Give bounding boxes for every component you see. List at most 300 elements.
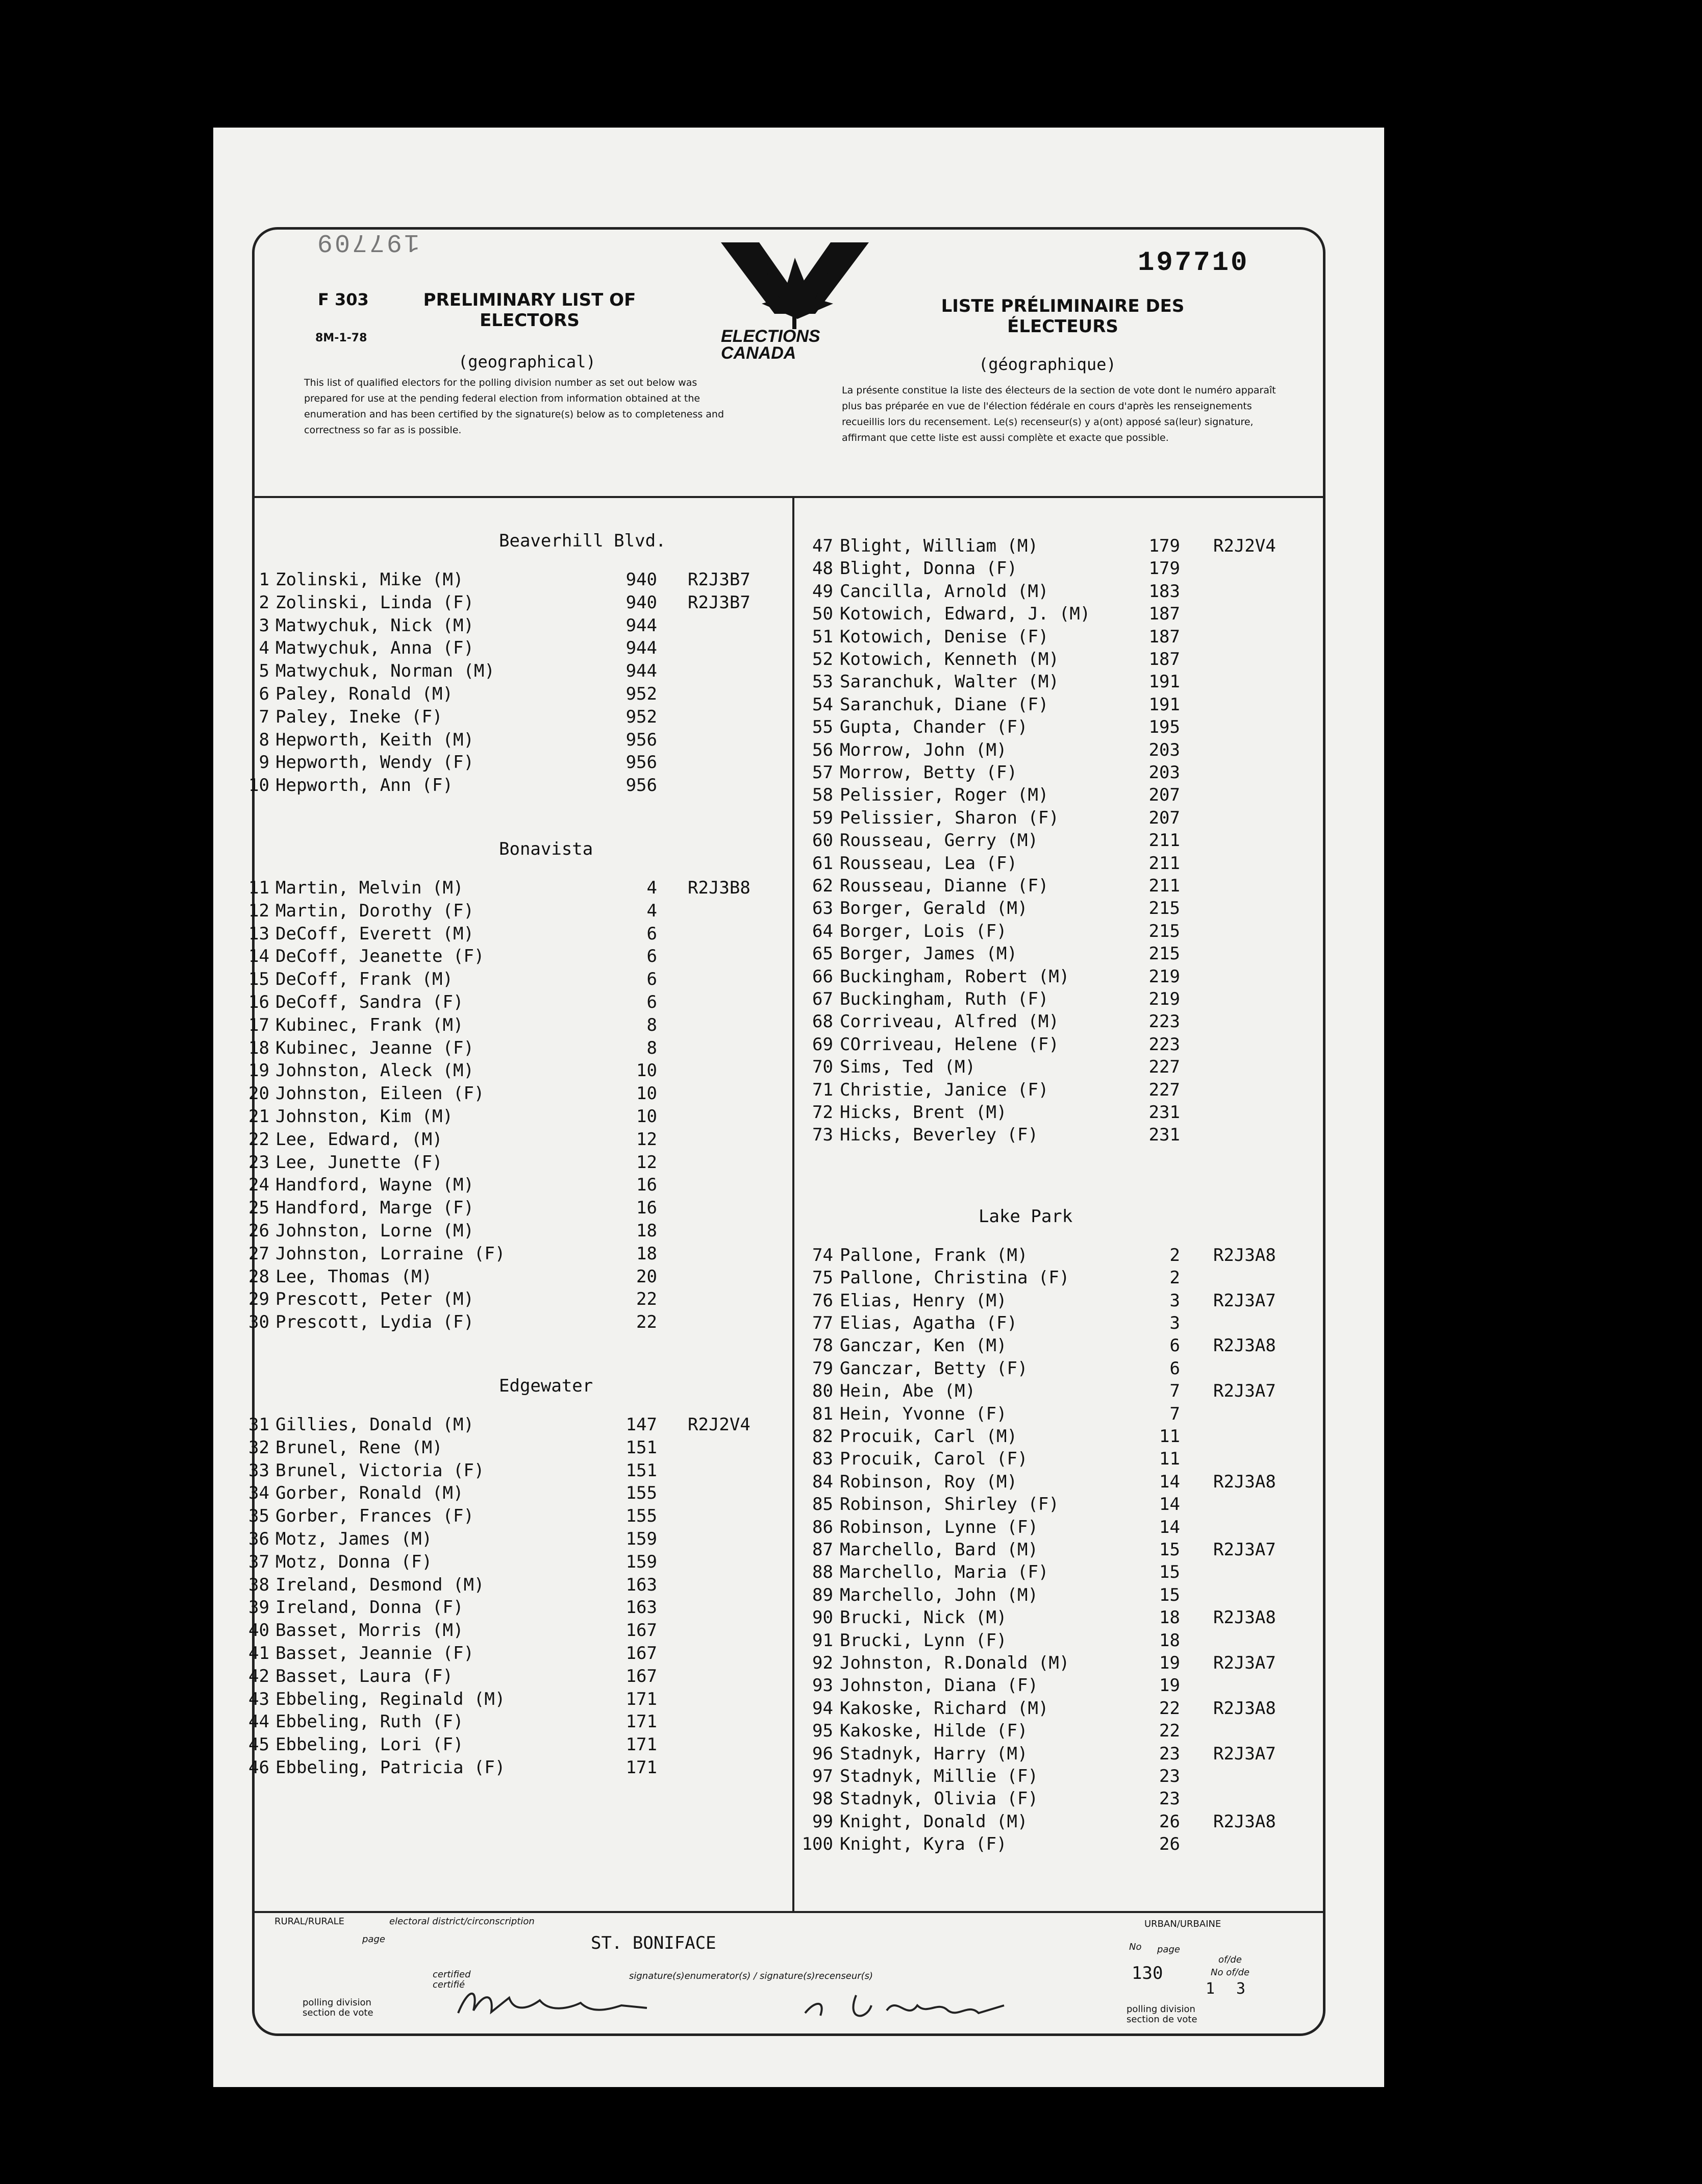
house-number: 14 [1159,1517,1180,1537]
page-total: 3 [1236,1980,1246,1998]
elector-name: Corriveau, Alfred (M) [840,1011,1059,1032]
house-number: 223 [1148,1011,1180,1032]
elector-number: 35 [248,1506,269,1527]
elector-number: 26 [248,1221,269,1241]
elector-number: 24 [248,1175,269,1196]
elector-number: 58 [812,785,833,806]
elector-name: Lee, Junette (F) [276,1152,443,1173]
elector-number: 90 [812,1607,833,1628]
elector-number: 28 [248,1266,269,1287]
elector-name: Pelissier, Sharon (F) [840,807,1059,828]
header-text-french: La présente constitue la liste des électeurs de la section de vote dont le numéro apparaît plus bas préparée en vue de l'élection fédérale en cours d'après les renseignements recueillis lors du recensement. Le(s) recenseur(s) y a(ont) apposé sa(leur) signature, affirmant que cette liste est aussi complète et exacte que possible. [842,385,1276,443]
elector-number: 86 [812,1517,833,1537]
elector-number: 92 [812,1653,833,1673]
polling-division-number: 130 [1132,1963,1163,1983]
header-divider [254,496,1325,498]
elector-number: 19 [248,1060,269,1081]
elector-name: Marchello, Maria (F) [840,1562,1049,1583]
house-number: 16 [636,1175,657,1196]
elector-number: 8 [259,729,269,750]
house-number: 18 [636,1221,657,1241]
elector-name: Johnston, Lorne (M) [276,1221,474,1241]
postal-code: R2J2V4 [1213,536,1276,556]
house-number: 18 [1159,1607,1180,1628]
house-number: 3 [1169,1290,1180,1311]
house-number: 23 [1159,1789,1180,1809]
elector-number: 71 [812,1079,833,1100]
elector-name: Marchello, Bard (M) [840,1540,1038,1560]
street-heading: Lake Park [979,1206,1073,1227]
elector-number: 100 [802,1834,833,1855]
elector-number: 30 [248,1312,269,1333]
elector-name: Handford, Marge (F) [276,1198,474,1219]
house-number: 944 [625,615,657,636]
house-number: 167 [625,1643,657,1664]
elector-name: Saranchuk, Diane (F) [840,694,1049,715]
number-of-label: No of/de [1211,1967,1250,1978]
elector-name: Hein, Yvonne (F) [840,1403,1007,1424]
house-number: 183 [1148,581,1180,602]
elector-number: 34 [248,1483,269,1504]
house-number: 944 [625,661,657,682]
house-number: 11 [1159,1426,1180,1447]
house-number: 8 [646,1037,657,1058]
street-heading: Beaverhill Blvd. [499,531,666,551]
street-heading: Edgewater [499,1376,593,1396]
postal-code: R2J3A7 [1213,1653,1276,1673]
elector-name: Stadnyk, Harry (M) [840,1743,1028,1764]
house-number: 179 [1148,536,1180,556]
house-number: 207 [1148,785,1180,806]
elector-name: Gillies, Donald (M) [276,1414,474,1435]
house-number: 203 [1148,762,1180,783]
postal-code: R2J3B7 [688,569,750,590]
house-number: 956 [625,775,657,796]
elector-number: 47 [812,536,833,556]
elector-name: Johnston, Kim (M) [276,1106,453,1127]
house-number: 20 [636,1266,657,1287]
house-number: 22 [636,1289,657,1310]
house-number: 187 [1148,604,1180,625]
postal-code: R2J3A8 [1213,1607,1276,1628]
house-number: 167 [625,1620,657,1641]
elector-name: Gorber, Frances (F) [276,1506,474,1527]
elector-number: 37 [248,1551,269,1572]
house-number: 12 [636,1129,657,1150]
elector-number: 80 [812,1381,833,1402]
urban-label: URBAN/URBAINE [1144,1919,1221,1929]
elector-name: Lee, Edward, (M) [276,1129,443,1150]
house-number: 26 [1159,1834,1180,1855]
house-number: 10 [636,1060,657,1081]
house-number: 155 [625,1483,657,1504]
elector-number: 39 [248,1597,269,1618]
elector-number: 51 [812,626,833,647]
elector-number: 45 [248,1734,269,1755]
elector-number: 53 [812,672,833,692]
elector-number: 2 [259,592,269,613]
serial-number: 197710 [1138,247,1249,279]
elector-name: Matwychuk, Anna (F) [276,638,474,659]
elector-name: Johnston, Aleck (M) [276,1060,474,1081]
elector-name: Pelissier, Roger (M) [840,785,1049,806]
elector-name: Robinson, Roy (M) [840,1471,1017,1492]
page-label-right: page [1157,1944,1180,1955]
elector-number: 65 [812,944,833,964]
elector-name: DeCoff, Sandra (F) [276,992,464,1012]
elector-name: Kakoske, Richard (M) [840,1698,1049,1719]
elector-number: 66 [812,966,833,987]
house-number: 4 [646,900,657,921]
elector-name: Procuik, Carol (F) [840,1449,1028,1470]
elector-name: DeCoff, Frank (M) [276,969,453,990]
elector-number: 61 [812,853,833,874]
house-number: 22 [636,1312,657,1333]
elector-name: Hicks, Beverley (F) [840,1125,1038,1146]
form-code: F 303 [318,290,369,309]
elector-name: Paley, Ronald (M) [276,684,453,704]
elector-number: 59 [812,807,833,828]
house-number: 18 [1159,1630,1180,1651]
house-number: 10 [636,1083,657,1104]
house-number: 227 [1148,1057,1180,1078]
house-number: 2 [1169,1245,1180,1265]
elector-name: Kubinec, Jeanne (F) [276,1037,474,1058]
elector-number: 13 [248,923,269,944]
elector-number: 12 [248,900,269,921]
house-number: 187 [1148,649,1180,669]
elector-number: 82 [812,1426,833,1447]
elector-name: Brunel, Victoria (F) [276,1460,485,1481]
house-number: 15 [1159,1540,1180,1560]
elector-number: 32 [248,1437,269,1458]
elector-name: Zolinski, Linda (F) [276,592,474,613]
house-number: 211 [1148,853,1180,874]
elector-name: Hepworth, Wendy (F) [276,752,474,773]
elector-name: Hepworth, Keith (M) [276,729,474,750]
postal-code: R2J3A8 [1213,1811,1276,1832]
elector-number: 31 [248,1414,269,1435]
elector-name: Johnston, Eileen (F) [276,1083,485,1104]
elector-number: 9 [259,752,269,773]
house-number: 7 [1169,1381,1180,1402]
elector-name: Pallone, Frank (M) [840,1245,1028,1265]
elector-number: 42 [248,1666,269,1686]
elector-number: 91 [812,1630,833,1651]
footer-divider [254,1911,1325,1913]
elector-number: 63 [812,898,833,919]
polling-division-label-left: polling division section de vote [303,1997,373,2018]
elector-name: Brucki, Nick (M) [840,1607,1007,1628]
elector-name: Stadnyk, Millie (F) [840,1766,1038,1786]
elector-number: 88 [812,1562,833,1583]
postal-code: R2J3A8 [1213,1471,1276,1492]
elector-name: Borger, Lois (F) [840,921,1007,941]
elector-name: Basset, Laura (F) [276,1666,453,1686]
house-number: 159 [625,1551,657,1572]
elector-number: 6 [259,684,269,704]
house-number: 223 [1148,1034,1180,1055]
column-divider [792,496,794,1911]
elector-number: 18 [248,1037,269,1058]
house-number: 956 [625,729,657,750]
elector-name: Matwychuk, Nick (M) [276,615,474,636]
house-number: 187 [1148,626,1180,647]
house-number: 219 [1148,989,1180,1009]
elector-name: Motz, James (M) [276,1529,433,1549]
house-number: 23 [1159,1766,1180,1786]
elector-name: Christie, Janice (F) [840,1079,1049,1100]
elector-name: Kotowich, Kenneth (M) [840,649,1059,669]
house-number: 6 [646,969,657,990]
elector-number: 33 [248,1460,269,1481]
house-number: 211 [1148,830,1180,851]
house-number: 10 [636,1106,657,1127]
elector-name: Kubinec, Frank (M) [276,1014,464,1035]
elector-number: 83 [812,1449,833,1470]
elector-name: Ebbeling, Lori (F) [276,1734,464,1755]
house-number: 159 [625,1529,657,1549]
house-number: 940 [625,569,657,590]
house-number: 14 [1159,1494,1180,1515]
house-number: 195 [1148,717,1180,738]
house-number: 22 [1159,1721,1180,1742]
svg-text:CANADA: CANADA [721,343,796,362]
elector-number: 50 [812,604,833,625]
elector-number: 38 [248,1574,269,1595]
of-label: of/de [1218,1954,1242,1965]
house-number: 171 [625,1711,657,1732]
elector-number: 75 [812,1268,833,1288]
house-number: 952 [625,706,657,727]
house-number: 6 [646,923,657,944]
elector-name: Buckingham, Robert (M) [840,966,1070,987]
elector-number: 54 [812,694,833,715]
elector-name: Procuik, Carl (M) [840,1426,1017,1447]
house-number: 171 [625,1689,657,1709]
elector-name: Kotowich, Edward, J. (M) [840,604,1091,625]
elector-number: 97 [812,1766,833,1786]
elector-name: Cancilla, Arnold (M) [840,581,1049,602]
elector-name: Ebbeling, Patricia (F) [276,1757,506,1778]
house-number: 231 [1148,1102,1180,1123]
elector-name: DeCoff, Everett (M) [276,923,474,944]
elector-number: 27 [248,1243,269,1264]
house-number: 6 [1169,1335,1180,1356]
elector-name: Ebbeling, Reginald (M) [276,1689,506,1709]
house-number: 227 [1148,1079,1180,1100]
elector-name: Ganczar, Ken (M) [840,1335,1007,1356]
elector-name: Ganczar, Betty (F) [840,1358,1028,1379]
elector-name: Basset, Jeannie (F) [276,1643,474,1664]
house-number: 940 [625,592,657,613]
house-number: 6 [1169,1358,1180,1379]
elector-number: 98 [812,1789,833,1809]
elector-name: Rousseau, Dianne (F) [840,876,1049,896]
house-number: 2 [1169,1268,1180,1288]
faded-serial-number: 197709 [315,227,420,256]
title-english: PRELIMINARY LIST OF ELECTORS [423,290,636,331]
elector-number: 1 [259,569,269,590]
house-number: 179 [1148,558,1180,579]
elector-name: Basset, Morris (M) [276,1620,464,1641]
elector-number: 4 [259,638,269,659]
elector-name: Johnston, R.Donald (M) [840,1653,1070,1673]
certified-label: certified certifié [433,1969,471,1990]
elector-name: Ebbeling, Ruth (F) [276,1711,464,1732]
elector-name: Morrow, John (M) [840,739,1007,760]
house-number: 952 [625,684,657,704]
elector-number: 29 [248,1289,269,1310]
district-value: ST. BONIFACE [591,1933,716,1953]
elector-name: Johnston, Diana (F) [840,1675,1038,1696]
elector-number: 11 [248,878,269,898]
elector-name: COrriveau, Helene (F) [840,1034,1059,1055]
elector-name: Kakoske, Hilde (F) [840,1721,1028,1742]
elector-number: 89 [812,1584,833,1605]
elector-name: Lee, Thomas (M) [276,1266,433,1287]
house-number: 215 [1148,898,1180,919]
elector-number: 25 [248,1198,269,1219]
house-number: 14 [1159,1471,1180,1492]
house-number: 203 [1148,739,1180,760]
house-number: 215 [1148,944,1180,964]
elector-number: 40 [248,1620,269,1641]
postal-code: R2J2V4 [688,1414,750,1435]
house-number: 6 [646,946,657,967]
elector-number: 48 [812,558,833,579]
elector-number: 73 [812,1125,833,1146]
elector-number: 62 [812,876,833,896]
page-number: 1 [1206,1980,1215,1998]
elector-number: 7 [259,706,269,727]
house-number: 211 [1148,876,1180,896]
elector-name: Hein, Abe (M) [840,1381,976,1402]
elector-number: 85 [812,1494,833,1515]
house-number: 19 [1159,1653,1180,1673]
elector-name: Elias, Agatha (F) [840,1313,1017,1333]
postal-code: R2J3A7 [1213,1743,1276,1764]
house-number: 231 [1148,1125,1180,1146]
house-number: 15 [1159,1562,1180,1583]
elector-name: Martin, Melvin (M) [276,878,464,898]
polling-division-label-right: polling division section de vote [1127,2004,1197,2025]
elector-name: Knight, Kyra (F) [840,1834,1007,1855]
elector-number: 95 [812,1721,833,1742]
elector-name: Robinson, Shirley (F) [840,1494,1059,1515]
elector-number: 93 [812,1675,833,1696]
elector-name: Handford, Wayne (M) [276,1175,474,1196]
enumerator-signature-2 [785,1985,1040,2026]
elector-number: 20 [248,1083,269,1104]
elector-number: 41 [248,1643,269,1664]
house-number: 16 [636,1198,657,1219]
elector-number: 52 [812,649,833,669]
house-number: 944 [625,638,657,659]
house-number: 19 [1159,1675,1180,1696]
house-number: 191 [1148,694,1180,715]
elector-name: Borger, Gerald (M) [840,898,1028,919]
page-label-left: page [362,1934,385,1945]
elector-name: Sims, Ted (M) [840,1057,976,1078]
elector-name: Martin, Dorothy (F) [276,900,474,921]
elector-name: Zolinski, Mike (M) [276,569,464,590]
elector-number: 60 [812,830,833,851]
elector-number: 44 [248,1711,269,1732]
elector-number: 56 [812,739,833,760]
house-number: 26 [1159,1811,1180,1832]
elector-number: 69 [812,1034,833,1055]
house-number: 163 [625,1574,657,1595]
elector-number: 64 [812,921,833,941]
elector-name: DeCoff, Jeanette (F) [276,946,485,967]
elections-canada-logo [711,237,879,362]
elector-number: 79 [812,1358,833,1379]
elector-name: Matwychuk, Norman (M) [276,661,495,682]
elector-number: 96 [812,1743,833,1764]
house-number: 12 [636,1152,657,1173]
house-number: 163 [625,1597,657,1618]
street-heading: Bonavista [499,839,593,859]
house-number: 167 [625,1666,657,1686]
elector-number: 76 [812,1290,833,1311]
elector-name: Morrow, Betty (F) [840,762,1017,783]
elector-name: Pallone, Christina (F) [840,1268,1070,1288]
house-number: 7 [1169,1403,1180,1424]
elector-number: 49 [812,581,833,602]
house-number: 11 [1159,1449,1180,1470]
elector-number: 14 [248,946,269,967]
form-revision: 8M-1-78 [315,332,367,344]
elector-number: 23 [248,1152,269,1173]
elector-name: Brunel, Rene (M) [276,1437,443,1458]
elector-name: Hicks, Brent (M) [840,1102,1007,1123]
elector-number: 43 [248,1689,269,1709]
elector-name: Rousseau, Lea (F) [840,853,1017,874]
elector-name: Buckingham, Ruth (F) [840,989,1049,1009]
house-number: 23 [1159,1743,1180,1764]
elector-number: 99 [812,1811,833,1832]
house-number: 6 [646,992,657,1012]
house-number: 171 [625,1734,657,1755]
elector-number: 81 [812,1403,833,1424]
elector-number: 10 [248,775,269,796]
elector-name: Borger, James (M) [840,944,1017,964]
postal-code: R2J3B8 [688,878,750,898]
elector-name: Gorber, Ronald (M) [276,1483,464,1504]
elector-number: 94 [812,1698,833,1719]
postal-code: R2J3B7 [688,592,750,613]
elector-name: Hepworth, Ann (F) [276,775,453,796]
house-number: 18 [636,1243,657,1264]
elector-name: Rousseau, Gerry (M) [840,830,1038,851]
district-label: electoral district/circonscription [389,1916,535,1927]
house-number: 22 [1159,1698,1180,1719]
house-number: 151 [625,1460,657,1481]
postal-code: R2J3A8 [1213,1245,1276,1265]
elector-number: 36 [248,1529,269,1549]
elector-number: 68 [812,1011,833,1032]
elector-name: Marchello, John (M) [840,1584,1038,1605]
elector-number: 84 [812,1471,833,1492]
svg-text:ELECTIONS: ELECTIONS [721,327,820,346]
rural-label: RURAL/RURALE [274,1916,345,1927]
house-number: 8 [646,1014,657,1035]
house-number: 3 [1169,1313,1180,1333]
elector-name: Motz, Donna (F) [276,1551,433,1572]
house-number: 207 [1148,807,1180,828]
subtitle-french: (géographique) [979,355,1116,374]
